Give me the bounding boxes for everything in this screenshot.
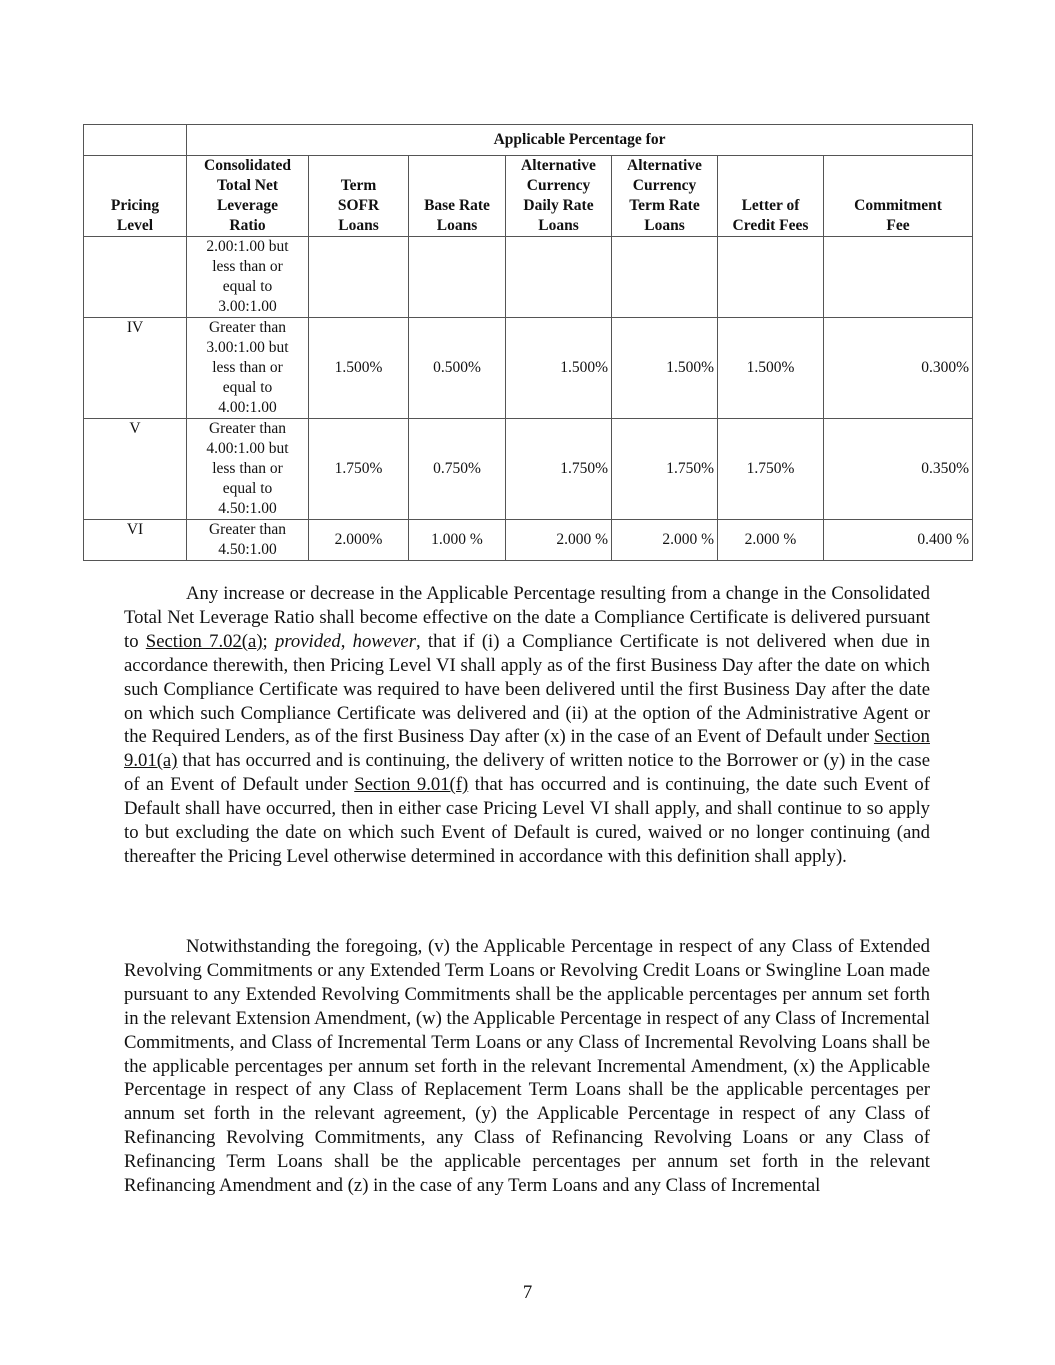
term-sofr-cell: 1.750% <box>309 419 409 520</box>
header-line: Loans <box>644 217 685 234</box>
text-span: that has occurred and is continuing, the date such Event of Default shall have occurred, then in either case Pricing Level VI shall apply, and shall continue to so apply to but excluding the date on which such Event of Default is cured, waived or no longer continuing (and thereafter the Pricing Level otherwise determined in accordance with this definition shall apply). <box>124 774 930 867</box>
header-line: Daily Rate <box>523 197 594 214</box>
text-span: that has occurred and is continuing, the delivery of written notice to the Borrower or (y) in the case of an Event of Default under <box>124 750 930 796</box>
header-empty-cell <box>84 125 187 156</box>
table-row <box>84 419 973 520</box>
column-header-base-rate <box>409 156 506 237</box>
alt-daily-cell <box>506 237 612 318</box>
ratio-line: equal to <box>222 278 273 295</box>
header-line: Letter of <box>741 197 800 214</box>
text-span: ; <box>262 630 275 652</box>
column-header-commitment-fee <box>824 156 973 237</box>
header-line: Ratio <box>229 217 266 234</box>
ratio-line: 4.00:1.00 <box>218 399 277 416</box>
pricing-level-cell: V <box>84 419 187 520</box>
ratio-line: less than or <box>212 359 283 376</box>
column-header-leverage-ratio <box>187 156 309 237</box>
paragraph-pricing-change <box>124 582 930 869</box>
leverage-ratio-cell <box>187 318 309 419</box>
header-line: Level <box>116 217 154 234</box>
header-line: Total Net <box>217 177 278 194</box>
base-rate-cell: 0.500% <box>409 318 506 419</box>
commitment-fee-cell: 0.400 % <box>824 520 973 561</box>
text-span: , <box>340 630 353 652</box>
ratio-line: equal to <box>222 379 273 396</box>
header-line: Fee <box>886 217 910 234</box>
leverage-ratio-cell <box>187 237 309 318</box>
table-row <box>84 318 973 419</box>
alt-term-cell: 2.000 % <box>612 520 718 561</box>
ratio-line: Greater than <box>208 319 287 336</box>
section-9-01f-reference: Section 9.01(f) <box>354 774 469 796</box>
ratio-line: Greater than <box>208 420 287 437</box>
table-header-row <box>84 156 973 237</box>
section-7-02a-reference: Section 7.02(a) <box>145 630 263 652</box>
header-line: Term Rate <box>629 197 700 214</box>
provided-italic: provided <box>275 630 341 652</box>
term-sofr-cell: 2.000% <box>309 520 409 561</box>
table-row <box>84 520 973 561</box>
alt-term-cell <box>612 237 718 318</box>
ratio-line: equal to <box>222 480 273 497</box>
alt-daily-cell: 1.500% <box>506 318 612 419</box>
page-number: 7 <box>522 1282 533 1303</box>
text-span: , that if (i) a Compliance Certificate is not delivered when due in accordance therewith, then Pricing Level VI shall apply as of the first Business Day after the date on which such Compliance Certificate was required to have been delivered until the first Business Day after the date on which such Compliance Certificate was delivered and (ii) at the option of the Administrative Agent or the Required Lenders, as of the first Business Day after (x) in the case of an Event of Default under <box>124 630 931 748</box>
header-line: Alternative <box>521 157 596 174</box>
base-rate-cell: 0.750% <box>409 419 506 520</box>
pricing-level-cell <box>84 237 187 318</box>
ratio-line: less than or <box>212 258 283 275</box>
alt-daily-cell: 2.000 % <box>506 520 612 561</box>
commitment-fee-cell <box>824 237 973 318</box>
alt-daily-cell: 1.750% <box>506 419 612 520</box>
ratio-line: 4.50:1.00 <box>218 500 277 517</box>
ratio-line: 4.00:1.00 but <box>206 440 289 457</box>
letter-of-credit-cell: 1.500% <box>718 318 824 419</box>
pricing-level-cell: VI <box>84 520 187 561</box>
table-header-supra-row <box>84 125 973 156</box>
header-line: Leverage <box>216 197 279 214</box>
base-rate-cell: 1.000 % <box>409 520 506 561</box>
leverage-ratio-cell <box>187 419 309 520</box>
section-9-01a-reference: Section 9.01(a) <box>124 726 930 772</box>
supra-header: Applicable Percentage for <box>187 125 973 156</box>
column-header-alt-term <box>612 156 718 237</box>
column-header-letter-of-credit <box>718 156 824 237</box>
header-line: Loans <box>538 217 579 234</box>
text-span: Any increase or decrease in the Applicable Percentage resulting from a change in the Consolidated Total Net Leverage Ratio shall become effective on the date a Compliance Certificate is delivered pursuant to <box>124 583 930 652</box>
header-line: Consolidated <box>204 157 291 174</box>
header-line: Loans <box>338 217 379 234</box>
header-line: Commitment <box>854 197 942 214</box>
letter-of-credit-cell: 2.000 % <box>718 520 824 561</box>
ratio-line: less than or <box>212 460 283 477</box>
paragraph-notwithstanding <box>124 935 930 1198</box>
base-rate-cell <box>409 237 506 318</box>
commitment-fee-cell: 0.300% <box>824 318 973 419</box>
column-header-alt-daily <box>506 156 612 237</box>
term-sofr-cell: 1.500% <box>309 318 409 419</box>
ratio-line: 2.00:1.00 but <box>206 238 289 255</box>
header-line: Alternative <box>627 157 702 174</box>
header-line: Credit Fees <box>732 217 809 234</box>
leverage-ratio-cell <box>187 520 309 561</box>
header-line: SOFR <box>337 197 380 214</box>
column-header-pricing-level <box>84 156 187 237</box>
header-line: Term <box>340 177 377 194</box>
term-sofr-cell <box>309 237 409 318</box>
however-italic: however <box>352 630 416 652</box>
ratio-line: 3.00:1.00 <box>218 298 277 315</box>
header-line: Currency <box>632 177 697 194</box>
commitment-fee-cell: 0.350% <box>824 419 973 520</box>
table-row <box>84 237 973 318</box>
column-header-term-sofr <box>309 156 409 237</box>
header-line: Currency <box>526 177 591 194</box>
alt-term-cell: 1.750% <box>612 419 718 520</box>
header-line: Loans <box>436 217 478 234</box>
letter-of-credit-cell: 1.750% <box>718 419 824 520</box>
ratio-line: 4.50:1.00 <box>218 541 277 558</box>
header-line: Pricing <box>110 197 160 214</box>
pricing-level-cell: IV <box>84 318 187 419</box>
ratio-line: Greater than <box>208 521 287 538</box>
ratio-line: 3.00:1.00 but <box>206 339 289 356</box>
header-line: Base Rate <box>424 197 490 214</box>
pricing-table <box>83 124 973 561</box>
text-span: Notwithstanding the foregoing, (v) the Applicable Percentage in respect of any Class of Extended Revolving Commitments or any Extended Term Loans or Revolving Credit Loans or Swingline Loan made pursuant to any Extended Revolving Commitments shall be the applicable percentages per annum set forth in the relevant Extension Amendment, (w) the Applicable Percentage in respect of any Class of Incremental Commitments, and Class of Incremental Term Loans or any Class of Incremental Revolving Loans shall be the applicable percentages per annum set forth in the relevant Incremental Amendment, (x) the Applicable Percentage in respect of any Class of Replacement Term Loans shall be the applicable percentages per annum set forth in the relevant agreement, (y) the Applicable Percentage in respect of any Class of Refinancing Revolving Commitments, any Class of Refinancing Revolving Loans or any Class of Refinancing Term Loans shall be the applicable percentages per annum set forth in the relevant Refinancing Amendment and (z) in the case of any Term Loans and any Class of Incremental <box>124 936 930 1197</box>
alt-term-cell: 1.500% <box>612 318 718 419</box>
letter-of-credit-cell <box>718 237 824 318</box>
